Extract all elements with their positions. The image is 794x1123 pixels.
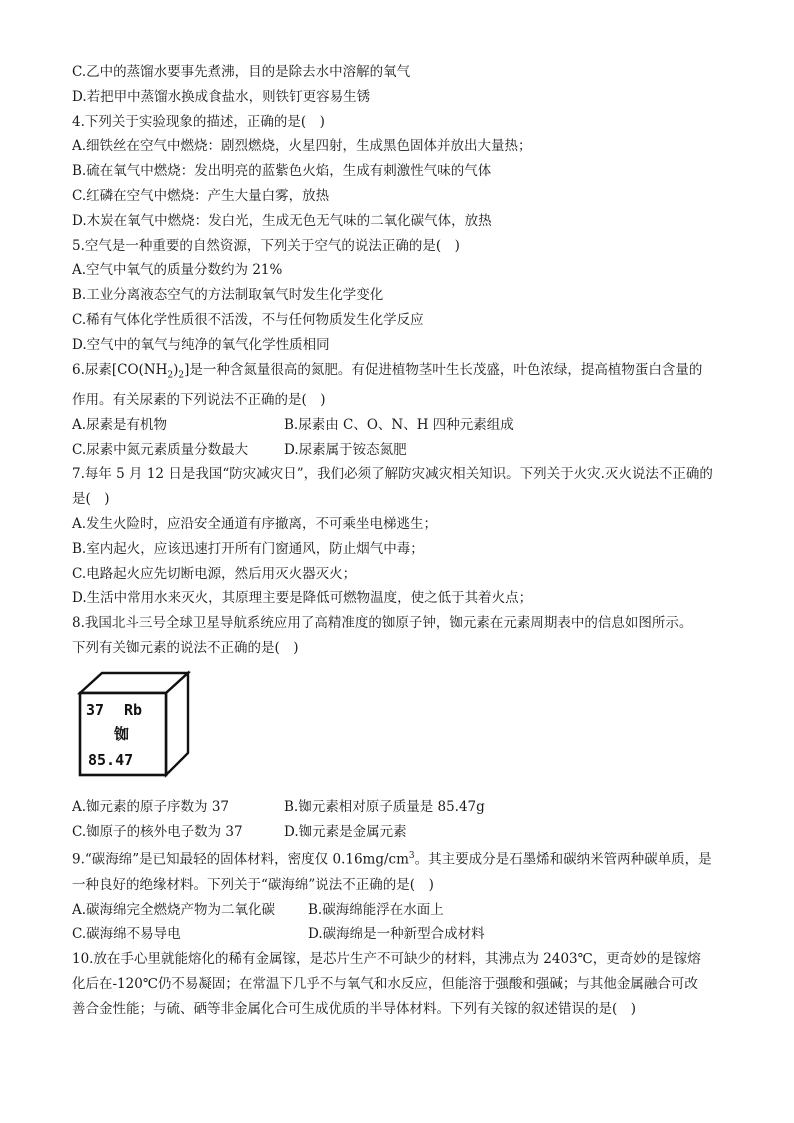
question-8-option-c: C.铷原子的核外电子数为 37 [72, 823, 243, 840]
question-7-option-b: B.室内起火，应该迅速打开所有门窗通风，防止烟气中毒； [72, 540, 424, 557]
element-name: 铷 [114, 724, 130, 743]
question-4-option-a: A.细铁丝在空气中燃烧：剧烈燃烧，火星四射，生成黑色固体并放出大量热； [72, 138, 532, 155]
question-7-option-d: D.生活中常用水来灭火，其原理主要是降低可燃物温度，使之低于其着火点； [72, 590, 533, 607]
element-cube-drawing [74, 669, 194, 789]
question-6-option-b: B.尿素由 C、O、N、H 四种元素组成 [284, 416, 514, 433]
question-4-stem: 4.下列关于实验现象的描述，正确的是( ) [72, 113, 325, 130]
question-8-stem: 8.我国北斗三号全球卫星导航系统应用了高精准度的铷原子钟，铷元素在元素周期表中的信息如图所示。 [72, 615, 693, 632]
question-5-stem: 5.空气是一种重要的自然资源，下列关于空气的说法正确的是( ) [72, 237, 460, 254]
question-8-option-a: A.铷元素的原子序数为 37 [72, 798, 230, 815]
question-7-stem-line2: 是( ) [72, 491, 110, 508]
question-6-stem-line2: 作用。有关尿素的下列说法不正确的是( ) [72, 392, 326, 409]
question-9-option-c: C.碳海绵不易导电 [72, 926, 181, 943]
question-6-options-row1 [72, 413, 722, 438]
question-7-option-a: A.发生火险时，应沿安全通道有序撤离，不可乘坐电梯逃生； [72, 516, 438, 533]
question-6-option-c: C.尿素中氮元素质量分数最大 [72, 441, 249, 458]
question-6-option-d: D.尿素属于铵态氮肥 [284, 441, 407, 458]
question-8-options-row1 [72, 795, 722, 820]
atomic-mass: 85.47 [88, 750, 134, 769]
rubidium-element-figure [72, 661, 722, 795]
question-4-option-b: B.硫在氧气中燃烧：发出明亮的蓝紫色火焰，生成有刺激性气味的气体 [72, 163, 492, 180]
question-8-option-b: B.铷元素相对原子质量是 85.47g [284, 798, 485, 815]
question-8-option-d: D.铷元素是金属元素 [284, 823, 407, 840]
element-symbol: Rb [124, 700, 143, 719]
question-3-option-c: C.乙中的蒸馏水要事先煮沸，目的是除去水中溶解的氧气 [72, 64, 411, 80]
question-3-option-d: D.若把甲中蒸馏水换成食盐水，则铁钉更容易生锈 [72, 88, 371, 105]
question-6-options-row2 [72, 438, 722, 463]
question-5-option-d: D.空气中的氧气与纯净的氧气化学性质相同 [72, 336, 330, 353]
question-10-stem: 10.放在手心里就能熔化的稀有金属镓，是芯片生产不可缺少的材料，其沸点为 2403℃，更奇妙的是镓熔 [72, 951, 701, 968]
question-6-stem: 6.尿素$[CO(NH_2)_2]$是一种含氮量很高的氮肥。有促进植物茎叶生长茂盛，叶色浓绿，提高植物蛋白含量的 [72, 361, 703, 381]
question-6-option-a: A.尿素是有机物 [72, 416, 168, 433]
question-4-option-c: C.红磷在空气中燃烧：产生大量白雾，放热 [72, 187, 330, 204]
question-9-option-a: A.碳海绵完全燃烧产物为二氧化碳 [72, 901, 276, 918]
exam-page [72, 60, 722, 1021]
question-8-stem-line2: 下列有关铷元素的说法不正确的是( ) [72, 640, 299, 657]
question-9-option-b: B.碳海绵能浮在水面上 [308, 901, 444, 918]
question-8-options-row2 [72, 820, 722, 845]
question-9-options-row1 [72, 898, 722, 923]
question-10-stem-line2: 化后在-120℃仍不易凝固；在常温下几乎不与氧气和水反应，但能溶于强酸和强碱；与其他金属融合可改 [72, 975, 698, 992]
question-7-option-c: C.电路起火应先切断电源，然后用灭火器灭火； [72, 565, 357, 582]
question-9-stem: 9.“碳海绵”是已知最轻的固体材料，密度仅 $0.16mg/cm^3$。其主要成分是石墨烯和碳纳米管两种碳单质，是 [72, 851, 712, 868]
question-9-stem-line2: 一种良好的绝缘材料。下列关于“碳海绵”说法不正确的是( ) [72, 876, 434, 893]
question-9-option-d: D.碳海绵是一种新型合成材料 [308, 926, 485, 943]
question-5-option-a: A.空气中氧气的质量分数约为 21% [72, 262, 283, 279]
question-9-options-row2 [72, 922, 722, 947]
atomic-number: 37 [86, 700, 105, 719]
question-10-stem-line3: 善合金性能；与硫、硒等非金属化合可生成优质的半导体材料。下列有关镓的叙述错误的是( ) [72, 1000, 637, 1017]
question-5-option-b: B.工业分离液态空气的方法制取氧气时发生化学变化 [72, 287, 384, 304]
question-7-stem: 7.每年 5 月 12 日是我国“防灾减灾日”，我们必须了解防灾减灾相关知识。下列关于火灾.灭火说法不正确的 [72, 466, 713, 483]
question-4-option-d: D.木炭在氧气中燃烧：发白光，生成无色无气味的二氧化碳气体，放热 [72, 212, 492, 229]
question-5-option-c: C.稀有气体化学性质很不活泼，不与任何物质发生化学反应 [72, 311, 424, 328]
